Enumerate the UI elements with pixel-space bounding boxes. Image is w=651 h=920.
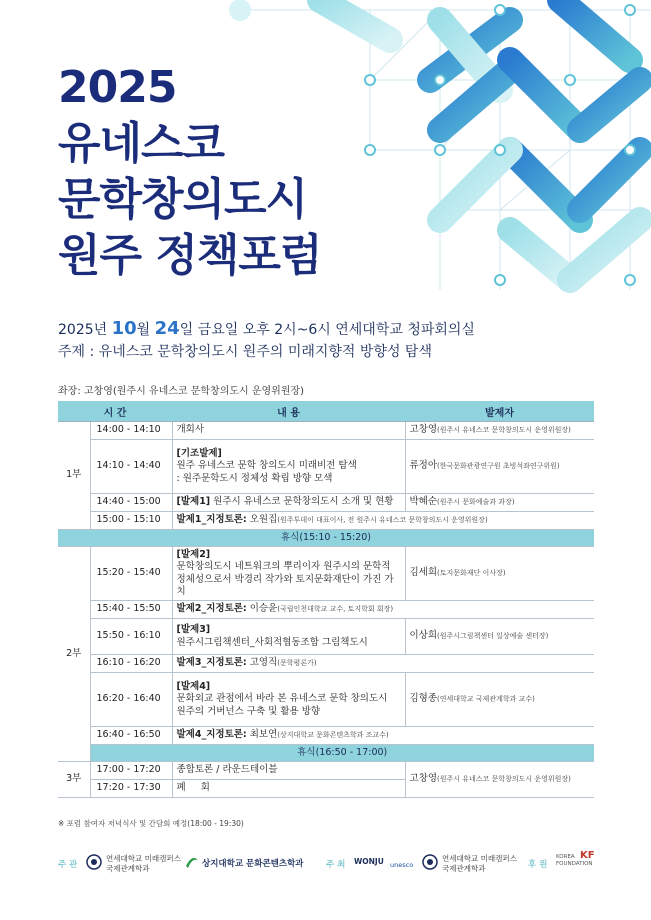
sangji-logo-icon <box>184 854 200 870</box>
host-label: 주 관 <box>58 860 78 870</box>
row-content: [기조발제] 원주 유네스코 문학 창의도시 미래비전 탐색 : 원주문학도시 정체성 확립 방향 모색 <box>172 440 405 494</box>
title-year: 2025 <box>58 62 177 113</box>
table-row <box>58 727 594 745</box>
event-month: 10 <box>111 318 137 339</box>
row-speaker: 김형종(연세대학교 국제관계학과 교수) <box>405 673 594 727</box>
program-table <box>58 401 594 798</box>
part-label: 2부 <box>58 547 90 762</box>
event-info <box>58 318 475 363</box>
event-theme: 주제 : 유네스코 문학창의도시 원주의 미래지향적 방향성 탐색 <box>58 344 432 360</box>
table-row <box>58 673 594 727</box>
sponsor-line2: FOUNDATION <box>556 861 593 867</box>
title-unesco: 유네스코 <box>58 118 225 169</box>
row-content: [발제3] 원주시그림책센터_사회적협동조합 그림책도시 <box>172 619 405 655</box>
org3-line1: 연세대학교 미래캠퍼스 <box>442 854 517 863</box>
organizer-label: 주 최 <box>326 860 346 870</box>
row-content: [발제2] 문학창의도시 네트워크의 뿌리이자 원주시의 문학적 정체성으로서 박경리 작가와 토지문화재단이 가진 가치 <box>172 547 405 601</box>
row-content: 발제3_지정토론: 고영직(문학평론가) <box>172 655 594 673</box>
row-speaker: 박혜순(원주시 문화예술과 과장) <box>405 494 594 512</box>
table-row <box>58 494 594 512</box>
org3-line2: 국제관계학과 <box>442 864 486 873</box>
row-content: 발제2_지정토론: 이승윤(국립인천대학교 교수, 토지학회 회장) <box>172 601 594 619</box>
row-time: 16:20 - 16:40 <box>90 673 172 727</box>
host2: 상지대학교 문화콘텐츠학과 <box>202 859 304 869</box>
row-speaker: 이상희(원주시그림책센터 일상예술 센터장) <box>405 619 594 655</box>
row-time: 14:10 - 14:40 <box>90 440 172 494</box>
table-row <box>58 762 594 780</box>
row-time: 15:20 - 15:40 <box>90 547 172 601</box>
event-day: 24 <box>154 318 180 339</box>
kf-logo: KF <box>580 850 595 861</box>
break-row <box>58 745 594 762</box>
row-content: 폐 회 <box>172 780 405 798</box>
table-row <box>58 512 594 530</box>
row-content: [발제1] 원주시 유네스코 문학창의도시 소개 및 현황 <box>172 494 405 512</box>
table-row <box>58 601 594 619</box>
part-label: 3부 <box>58 762 90 798</box>
title-creative-city: 문학창의도시 <box>58 174 308 225</box>
yonsei-emblem-icon <box>86 854 102 870</box>
row-time: 16:10 - 16:20 <box>90 655 172 673</box>
part-label: 1부 <box>58 422 90 530</box>
poster-title <box>58 60 321 284</box>
yonsei-emblem-icon <box>422 854 438 870</box>
dinner-note: ※ 포럼 참여자 저녁식사 및 간담회 예정(18:00 - 19:30) <box>58 819 244 828</box>
row-speaker: 류정아(한국문화관광연구원 초빙석좌연구위원) <box>405 440 594 494</box>
row-speaker: 고창영(원주시 유네스코 문학창의도시 운영위원장) <box>405 422 594 440</box>
footer-logos <box>58 850 598 880</box>
break-label: 휴식(16:50 - 17:00) <box>90 745 594 762</box>
header-speaker: 발제자 <box>405 401 594 422</box>
row-speaker: 고창영(원주시 유네스코 문학창의도시 운영위원장) <box>405 762 594 798</box>
table-row <box>58 440 594 494</box>
row-time: 16:40 - 16:50 <box>90 727 172 745</box>
row-time: 15:40 - 15:50 <box>90 601 172 619</box>
wonju-logo: WONJU <box>354 857 384 866</box>
break-row <box>58 530 594 547</box>
chair-info: 좌장: 고창영(원주시 유네스코 문학창의도시 운영위원장) <box>58 386 305 397</box>
header-content: 내 용 <box>172 401 405 422</box>
unesco-logo: unesco <box>390 861 414 869</box>
row-time: 17:20 - 17:30 <box>90 780 172 798</box>
event-date: 2025년 10월 24일 금요일 오후 2시~6시 연세대학교 청파회의실 <box>58 318 475 339</box>
sponsor-label: 후 원 <box>528 860 548 870</box>
table-row <box>58 547 594 601</box>
row-content: 개회사 <box>172 422 405 440</box>
row-time: 14:40 - 15:00 <box>90 494 172 512</box>
row-content: [발제4] 문화외교 관점에서 바라 본 유네스코 문학 창의도시 원주의 거버넌스 구축 및 활용 방향 <box>172 673 405 727</box>
row-content: 발제4_지정토론: 최보연(상지대학교 문화콘텐츠학과 조교수) <box>172 727 594 745</box>
break-label: 휴식(15:10 - 15:20) <box>58 530 594 547</box>
row-content: 종합토론 / 라운드테이블 <box>172 762 405 780</box>
table-row <box>58 655 594 673</box>
row-speaker: 김세희(토지문화재단 이사장) <box>405 547 594 601</box>
title-forum: 원주 정책포럼 <box>58 230 322 281</box>
table-header-row <box>58 401 594 422</box>
row-content: 발제1_지정토론: 오원집(원주투데이 대표이사, 전 원주시 유네스코 문학창의도시 운영위원장) <box>172 512 594 530</box>
sponsor-line1: KOREA <box>556 854 575 860</box>
host1-line1: 연세대학교 미래캠퍼스 <box>106 854 181 863</box>
table-row <box>58 619 594 655</box>
table-row <box>58 422 594 440</box>
row-time: 14:00 - 14:10 <box>90 422 172 440</box>
row-time: 17:00 - 17:20 <box>90 762 172 780</box>
header-time: 시 간 <box>58 401 172 422</box>
host1-line2: 국제관계학과 <box>106 864 150 873</box>
row-time: 15:50 - 16:10 <box>90 619 172 655</box>
row-time: 15:00 - 15:10 <box>90 512 172 530</box>
